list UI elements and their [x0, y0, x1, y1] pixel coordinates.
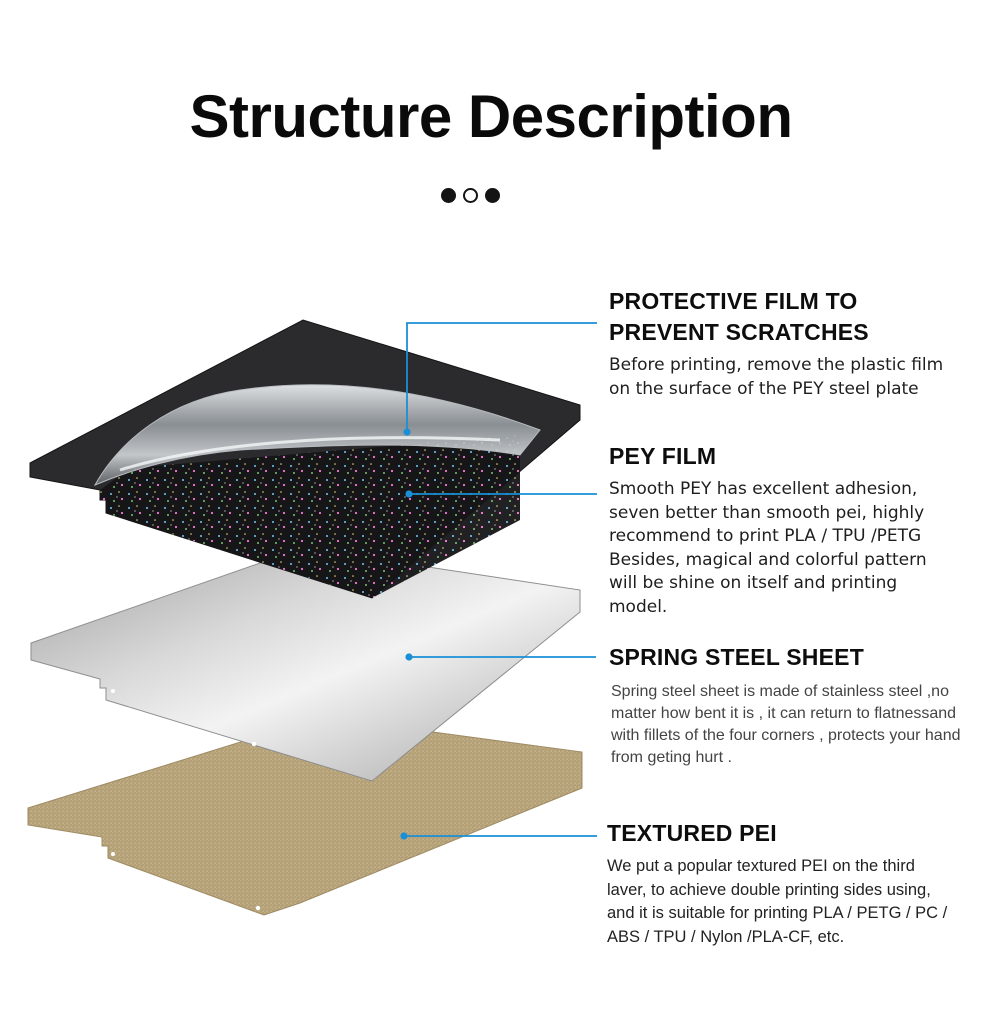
page-title: Structure Description — [189, 83, 793, 150]
pey-steel-plate — [30, 320, 580, 598]
heading-line-2: PREVENT SCRATCHES — [609, 319, 869, 345]
section-heading: PEY FILM — [609, 443, 717, 469]
section-heading: TEXTURED PEI — [607, 820, 777, 846]
marker-dot-icon — [403, 428, 410, 435]
section-heading — [609, 286, 979, 348]
section-description: Spring steel sheet is made of stainless steel ,no matter how bent it is , it can return to flatnessand with fillets of the four corners , protects your hand from geting hurt . — [611, 683, 961, 766]
section-description: We put a popular textured PEI on the third laver, to achieve double printing sides using, and it is suitable for printing PLA / PETG / PC / ABS / TPU / Nylon /PLA-CF, etc. — [607, 857, 948, 946]
section-spring-steel-sheet — [609, 642, 979, 769]
section-protective-film — [609, 286, 979, 401]
section-description: Smooth PEY has excellent adhesion, seven better than smooth pei, highly recommend to print PLA / TPU /PETG Besides, magical and colorful pattern will be shine on itself and printing model. — [609, 479, 927, 617]
section-pey-film — [609, 441, 979, 619]
section-heading: SPRING STEEL SHEET — [609, 644, 864, 670]
section-description: Before printing, remove the plastic film on the surface of the PEY steel plate — [609, 355, 944, 399]
marker-dot-icon — [405, 653, 412, 660]
section-textured-pei — [607, 818, 977, 949]
marker-dot-icon — [400, 832, 407, 839]
marker-dot-icon — [405, 490, 412, 497]
heading-line-1: PROTECTIVE FILM TO — [609, 288, 858, 314]
